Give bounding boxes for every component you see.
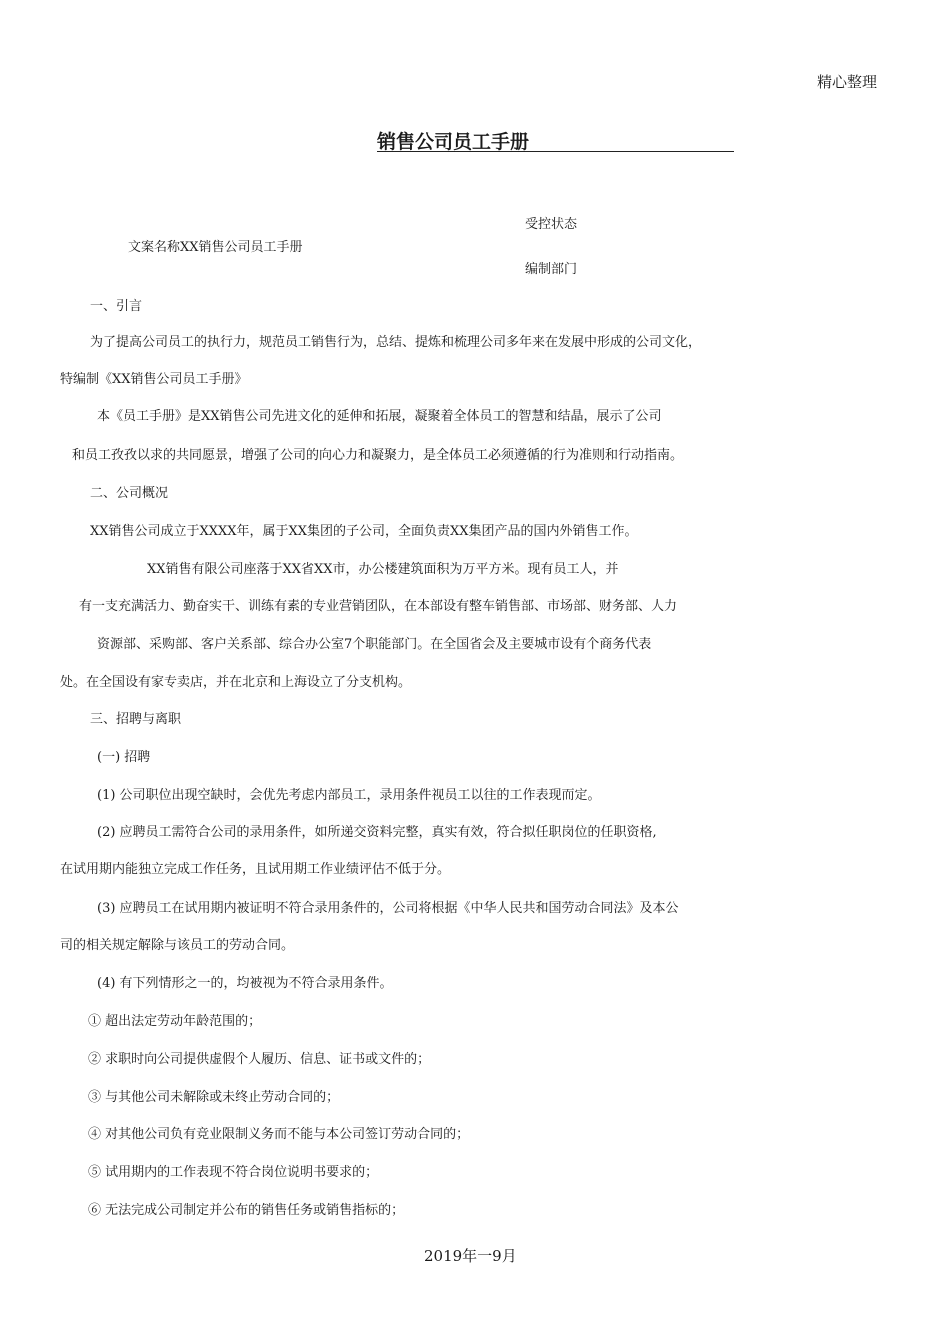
list-item: (1) 公司职位出现空缺时，会优先考虑内部员工，录用条件视员工以往的工作表现而定。 [97,788,601,803]
paragraph-line: XX销售公司成立于XXXX年，属于XX集团的子公司，全面负责XX集团产品的国内外销售工作。 [90,524,638,539]
paragraph-line: 为了提高公司员工的执行力，规范员工销售行为，总结、提炼和梳理公司多年来在发展中形成的公司文化， [90,335,702,350]
title-underline [377,151,734,152]
paragraph-line: XX销售有限公司座落于XX省XX市，办公楼建筑面积为万平方米。现有员工人，并 [147,562,619,577]
paragraph-line: 资源部、采购部、客户关系部、综合办公室7个职能部门。在全国省会及主要城市设有个商务代表 [97,637,652,652]
condition-item: ② 求职时向公司提供虚假个人履历、信息、证书或文件的； [88,1052,431,1067]
condition-item: ⑤ 试用期内的工作表现不符合岗位说明书要求的； [88,1165,379,1180]
section-heading-overview: 二、公司概况 [90,486,169,501]
paragraph-line: 特编制《XX销售公司员工手册》 [60,372,248,387]
paragraph-line: 有一支充满活力、勤奋实干、训练有素的专业营销团队，在本部设有整车销售部、市场部、财务部、人力 [79,599,678,614]
footer-date: 2019年一9月 [424,1247,517,1265]
section-heading-recruit: 三、招聘与离职 [90,712,182,727]
list-item: (4) 有下列情形之一的，均被视为不符合录用条件。 [97,976,393,991]
section-heading-intro: 一、引言 [90,299,143,314]
corner-note: 精心整理 [817,73,878,91]
list-item: (2) 应聘员工需符合公司的录用条件，如所递交资料完整，真实有效，符合拟任职岗位的任职资格, [97,825,657,840]
doc-name: 文案名称XX销售公司员工手册 [128,240,303,255]
list-item: (3) 应聘员工在试用期内被证明不符合录用条件的，公司将根据《中华人民共和国劳动合同法》及本公 [97,901,679,916]
paragraph-line: 处。在全国设有家专卖店，并在北京和上海设立了分支机构。 [60,675,412,690]
condition-item: ⑥ 无法完成公司制定并公布的销售任务或销售指标的； [88,1203,405,1218]
subsection-heading: (一) 招聘 [97,750,151,765]
controlled-status: 受控状态 [525,217,578,232]
paragraph-line: 和员工孜孜以求的共同愿景，增强了公司的向心力和凝聚力，是全体员工必须遵循的行为准则和行动指南。 [72,448,684,463]
list-item-continued: 司的相关规定解除与该员工的劳动合同。 [60,938,295,953]
list-item-continued: 在试用期内能独立完成工作任务，且试用期工作业绩评估不低于分。 [60,862,451,877]
condition-item: ③ 与其他公司未解除或未终止劳动合同的； [88,1090,340,1105]
paragraph-line: 本《员工手册》是XX销售公司先进文化的延伸和拓展，凝聚着全体员工的智慧和结晶，展示了公司 [97,409,662,424]
editing-dept: 编制部门 [525,262,578,277]
condition-item: ④ 对其他公司负有竞业限制义务而不能与本公司签订劳动合同的； [88,1127,470,1142]
condition-item: ① 超出法定劳动年龄范围的； [88,1014,262,1029]
document-title: 销售公司员工手册 [377,131,530,153]
